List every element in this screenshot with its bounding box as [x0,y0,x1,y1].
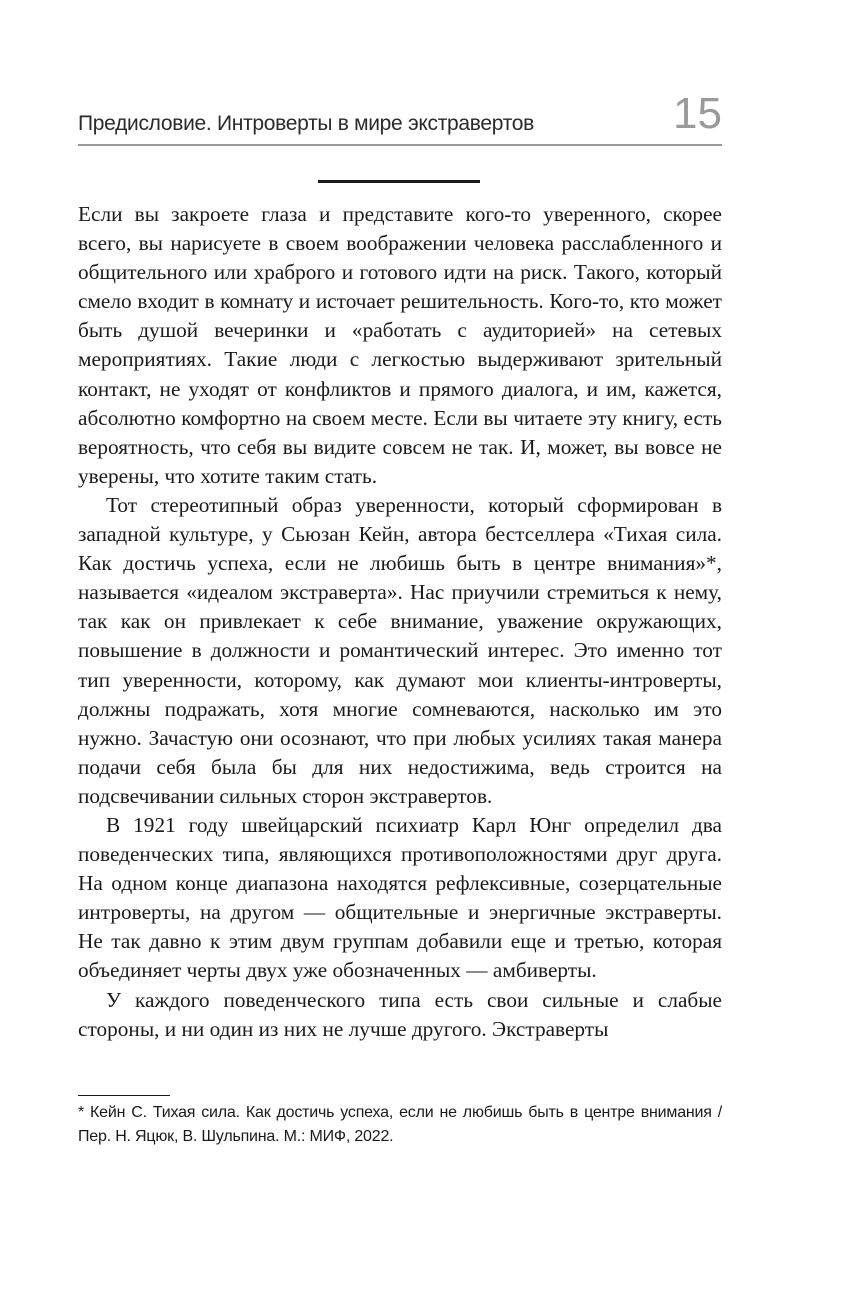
section-divider [318,180,480,183]
footnote-text: * Кейн С. Тихая сила. Как достичь успеха, если не любишь быть в центре внимания / Пер. Н. Яцюк, В. Шульпина. М.: МИФ, 2022. [78,1104,722,1145]
section-title: Предисловие. Интроверты в мире экстравертов [78,112,535,135]
page-number: 15 [673,89,722,138]
paragraph-3: В 1921 году швейцарский психиатр Карл Юнг определил два поведенческих типа, являющихся противоположностями друг друга. На одном конце диапазона находятся рефлексивные, созерцательные интроверты, на другом — общительные и энергичные экстраверты. Не так давно к этим двум группам добавили еще и третью, которая объединяет черты двух уже обозначенных — амбиверты. [78,812,722,983]
paragraph-4: У каждого поведенческого типа есть свои сильные и слабые стороны, и ни один из них не лучше другого. Экстраверты [78,987,722,1041]
body-text [78,200,722,1044]
running-head [78,88,722,146]
footnote-divider [78,1095,170,1096]
header-divider [78,144,722,146]
paragraph-2: Тот стереотипный образ уверенности, который сформирован в западной культуре, у Сьюзан Кейн, автора бестселлера «Тихая сила. Как достичь успеха, если не любишь быть в центре внимания»*, называется «идеалом экстраверта». Нас приучили стремиться к нему, так как он привлекает к себе внимание, уважение окружающих, повышение в должности и романтический интерес. Это именно тот тип уверенности, которому, как думают мои клиенты-интроверты, должны подражать, хотя многие сомневаются, насколько им это нужно. Зачастую они осознают, что при любых усилиях такая манера подачи себя была бы для них недостижима, ведь строится на подсвечивании сильных сторон экстравертов. [78,492,722,808]
paragraph-1: Если вы закроете глаза и представите кого-то уверенного, скорее всего, вы нарисуете в своем воображении человека расслабленного и общительного или храброго и готового идти на риск. Такого, который смело входит в комнату и источает решительность. Кого-то, кто может быть душой вечеринки и «работать с аудиторией» на сетевых мероприятиях. Такие люди с легкостью выдерживают зрительный контакт, не уходят от конфликтов и прямого диалога, и им, кажется, абсолютно комфортно на своем месте. Если вы читаете эту книгу, есть вероятность, что себя вы видите совсем не так. И, может, вы вовсе не уверены, что хотите таким стать. [78,202,722,488]
footnote [78,1101,722,1149]
